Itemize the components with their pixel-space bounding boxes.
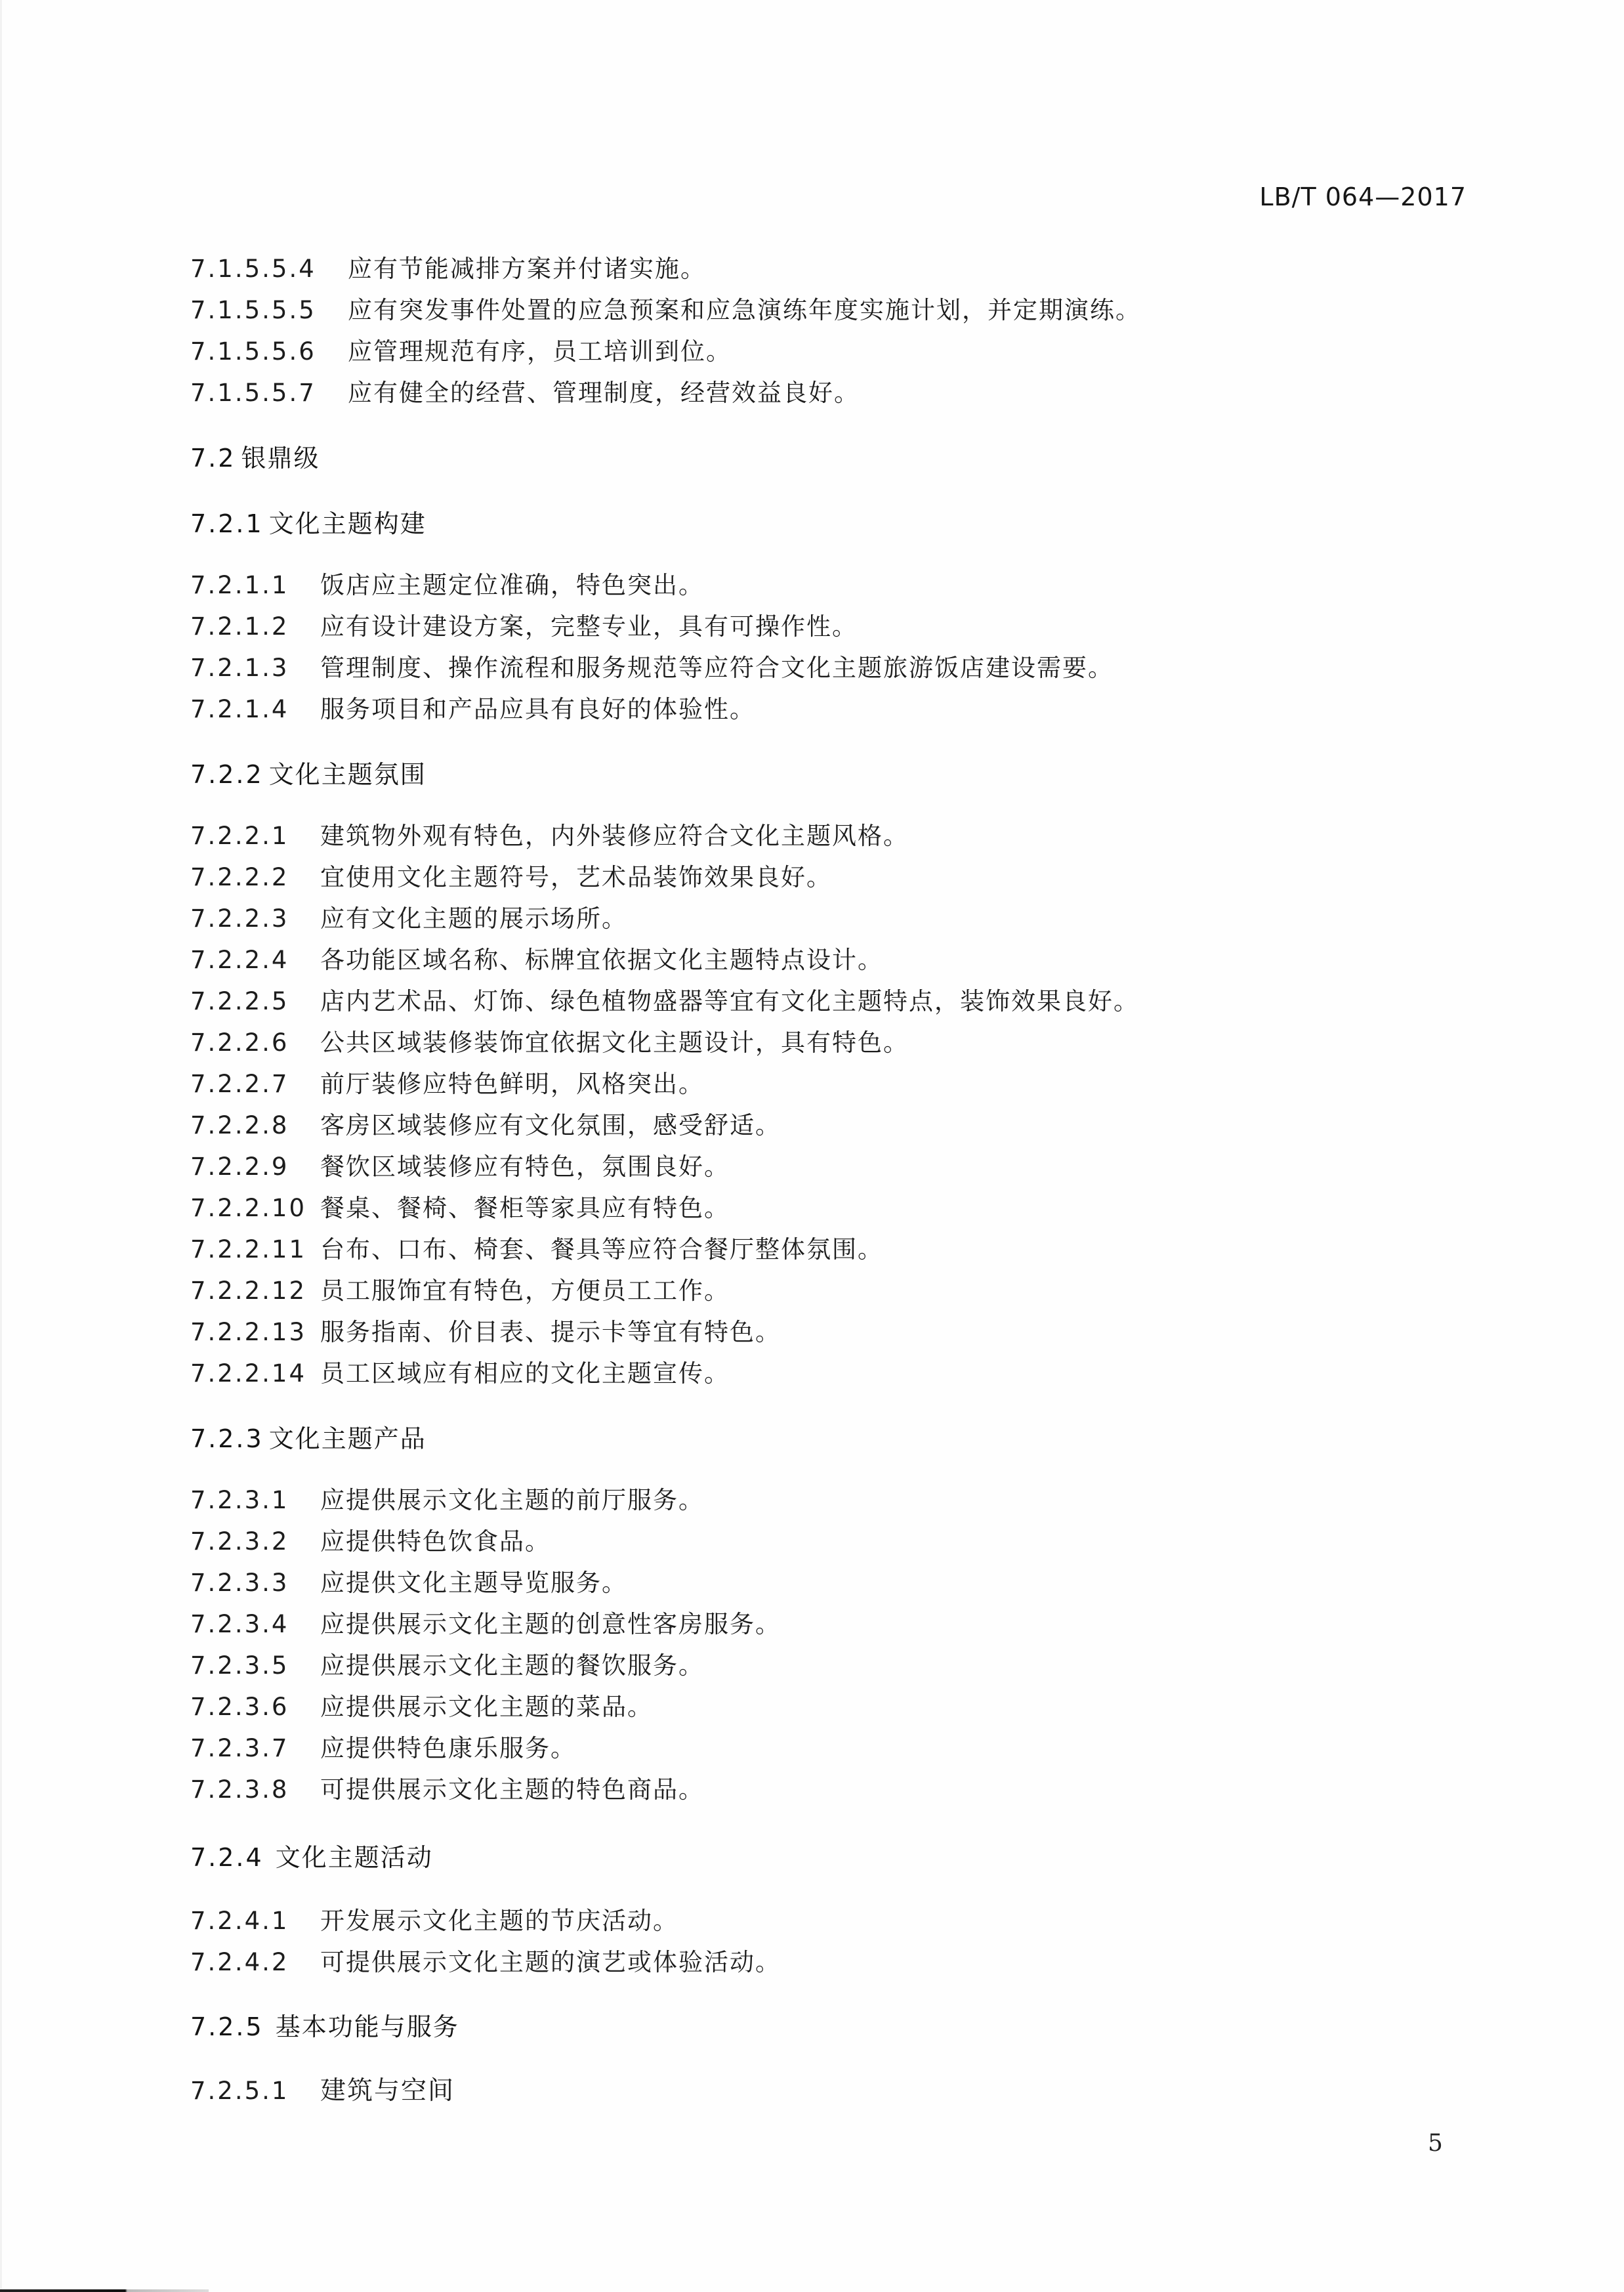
subsection-number: 7.2.5 <box>190 2012 264 2041</box>
section-number: 7.2 <box>190 444 236 473</box>
clause-text: 建筑物外观有特色，内外装修应符合文化主题风格。 <box>320 822 909 850</box>
clause-item <box>190 379 860 408</box>
clause-item <box>190 822 909 851</box>
clause-text: 应有节能减排方案并付诸实施。 <box>348 255 706 283</box>
clause-number: 7.1.5.5.4 <box>190 255 316 283</box>
clause-number: 7.2.2.13 <box>190 1318 306 1346</box>
clause-text: 应提供特色饮食品。 <box>320 1527 551 1556</box>
clause-item <box>190 337 732 366</box>
subsection-title: 基本功能与服务 <box>275 2012 459 2041</box>
clause-item <box>190 1693 653 1722</box>
clause-number: 7.2.2.14 <box>190 1359 306 1388</box>
subsection-number: 7.2.1 <box>190 509 264 538</box>
clause-number: 7.2.2.2 <box>190 863 289 891</box>
clause-item <box>190 1277 730 1305</box>
clause-text: 可提供展示文化主题的特色商品。 <box>320 1775 704 1804</box>
clause-number: 7.2.2.5 <box>190 987 289 1015</box>
clause-item <box>190 1318 781 1347</box>
clause-item <box>190 695 755 724</box>
clause-text: 员工服饰宜有特色，方便员工工作。 <box>320 1277 730 1305</box>
clause-text: 服务指南、价目表、提示卡等宜有特色。 <box>320 1318 781 1346</box>
clause-text: 管理制度、操作流程和服务规范等应符合文化主题旅游饭店建设需要。 <box>320 654 1114 682</box>
subsection-number: 7.2.2 <box>190 760 264 789</box>
subsection-heading-7-2-3 <box>190 1424 427 1453</box>
clause-text: 应管理规范有序，员工培训到位。 <box>348 337 732 366</box>
clause-number: 7.2.2.10 <box>190 1194 306 1222</box>
clause-item <box>190 1029 909 1057</box>
clause-text: 饭店应主题定位准确，特色突出。 <box>320 571 704 599</box>
subsection-heading-7-2-5 <box>190 2012 459 2041</box>
clause-item <box>190 1359 730 1388</box>
subsection-heading-7-2-2 <box>190 760 427 789</box>
clause-text: 员工区域应有相应的文化主题宣传。 <box>320 1359 730 1388</box>
clause-number: 7.2.2.1 <box>190 822 289 850</box>
clause-item <box>190 1194 730 1223</box>
subsection-heading-7-2-1 <box>190 509 427 538</box>
clause-text: 应有设计建设方案，完整专业，具有可操作性。 <box>320 612 858 641</box>
clause-number: 7.2.2.12 <box>190 1277 306 1305</box>
clause-text: 开发展示文化主题的节庆活动。 <box>320 1907 678 1935</box>
clause-item <box>190 1153 730 1181</box>
clause-item <box>190 571 704 600</box>
clause-item <box>190 1486 704 1515</box>
clause-item <box>190 1569 627 1598</box>
clause-number: 7.2.5.1 <box>190 2077 289 2105</box>
clause-text: 公共区域装修装饰宜依据文化主题设计，具有特色。 <box>320 1029 909 1057</box>
clause-number: 7.2.3.4 <box>190 1610 289 1638</box>
clause-number: 7.2.3.7 <box>190 1734 289 1762</box>
clause-number: 7.2.3.3 <box>190 1569 289 1597</box>
clause-text: 应有健全的经营、管理制度，经营效益良好。 <box>348 379 860 407</box>
clause-number: 7.2.1.4 <box>190 695 289 723</box>
clause-text: 餐饮区域装修应有特色，氛围良好。 <box>320 1153 730 1181</box>
clause-text: 台布、口布、椅套、餐具等应符合餐厅整体氛围。 <box>320 1235 883 1263</box>
clause-number: 7.2.2.7 <box>190 1070 289 1098</box>
scan-edge-bottom <box>0 2289 209 2292</box>
clause-number: 7.2.1.1 <box>190 571 289 599</box>
subsection-number: 7.2.3 <box>190 1424 264 1453</box>
clause-text: 应提供展示文化主题的菜品。 <box>320 1693 653 1721</box>
clause-number: 7.2.2.4 <box>190 946 289 974</box>
clause-item <box>190 612 858 641</box>
clause-number: 7.2.4.1 <box>190 1907 289 1935</box>
clause-text: 餐桌、餐椅、餐柜等家具应有特色。 <box>320 1194 730 1222</box>
clause-item <box>190 1610 781 1639</box>
clause-item <box>190 654 1114 683</box>
clause-number: 7.1.5.5.5 <box>190 296 316 324</box>
subsection-title: 文化主题氛围 <box>268 760 427 789</box>
clause-item <box>190 946 883 975</box>
section-heading-7-2 <box>190 444 320 473</box>
clause-item <box>190 2076 455 2106</box>
standard-code-header: LB/T 064—2017 <box>1259 182 1467 211</box>
clause-text: 前厅装修应特色鲜明，风格突出。 <box>320 1070 704 1098</box>
clause-number: 7.2.3.5 <box>190 1651 289 1680</box>
clause-text: 服务项目和产品应具有良好的体验性。 <box>320 695 755 723</box>
clause-item <box>190 1111 781 1140</box>
clause-number: 7.2.1.3 <box>190 654 289 682</box>
subsection-heading-7-2-4 <box>190 1843 433 1872</box>
clause-text: 各功能区域名称、标牌宜依据文化主题特点设计。 <box>320 946 883 974</box>
clause-text: 店内艺术品、灯饰、绿色植物盛器等宜有文化主题特点，装饰效果良好。 <box>320 987 1139 1015</box>
page-number: 5 <box>1428 2130 1443 2157</box>
clause-text: 应提供展示文化主题的创意性客房服务。 <box>320 1610 781 1638</box>
clause-item <box>190 987 1139 1016</box>
clause-number: 7.2.2.9 <box>190 1153 289 1181</box>
clause-number: 7.2.2.3 <box>190 904 289 933</box>
clause-item <box>190 1235 883 1264</box>
scan-edge-left <box>0 0 2 2292</box>
clause-number: 7.2.2.8 <box>190 1111 289 1139</box>
clause-item <box>190 904 627 933</box>
clause-item <box>190 1070 704 1099</box>
subsection-title: 文化主题产品 <box>268 1424 427 1453</box>
clause-number: 7.2.3.1 <box>190 1486 289 1514</box>
clause-item <box>190 1775 704 1804</box>
clause-text: 应提供展示文化主题的餐饮服务。 <box>320 1651 704 1680</box>
clause-text: 应有文化主题的展示场所。 <box>320 904 627 933</box>
clause-number: 7.1.5.5.7 <box>190 379 316 407</box>
clause-text: 建筑与空间 <box>320 2076 455 2106</box>
clause-item <box>190 1948 781 1977</box>
clause-text: 应提供特色康乐服务。 <box>320 1734 576 1762</box>
clause-number: 7.2.1.2 <box>190 612 289 641</box>
subsection-title: 文化主题活动 <box>275 1843 433 1872</box>
clause-item <box>190 1651 704 1680</box>
clause-item <box>190 1527 551 1556</box>
clause-text: 宜使用文化主题符号，艺术品装饰效果良好。 <box>320 863 832 891</box>
clause-item <box>190 1734 576 1763</box>
clause-text: 应有突发事件处置的应急预案和应急演练年度实施计划，并定期演练。 <box>348 296 1141 324</box>
clause-text: 应提供文化主题导览服务。 <box>320 1569 627 1597</box>
clause-item <box>190 296 1141 325</box>
clause-number: 7.2.3.8 <box>190 1775 289 1804</box>
clause-text: 可提供展示文化主题的演艺或体验活动。 <box>320 1948 781 1976</box>
clause-number: 7.1.5.5.6 <box>190 337 316 366</box>
clause-item <box>190 1907 678 1936</box>
clause-number: 7.2.2.6 <box>190 1029 289 1057</box>
clause-text: 客房区域装修应有文化氛围，感受舒适。 <box>320 1111 781 1139</box>
clause-number: 7.2.3.6 <box>190 1693 289 1721</box>
clause-item <box>190 255 706 284</box>
clause-text: 应提供展示文化主题的前厅服务。 <box>320 1486 704 1514</box>
clause-number: 7.2.4.2 <box>190 1948 289 1976</box>
clause-item <box>190 863 832 892</box>
subsection-title: 文化主题构建 <box>268 509 427 538</box>
subsection-number: 7.2.4 <box>190 1843 264 1872</box>
clause-number: 7.2.3.2 <box>190 1527 289 1556</box>
section-title: 银鼎级 <box>241 444 320 473</box>
clause-number: 7.2.2.11 <box>190 1235 306 1263</box>
